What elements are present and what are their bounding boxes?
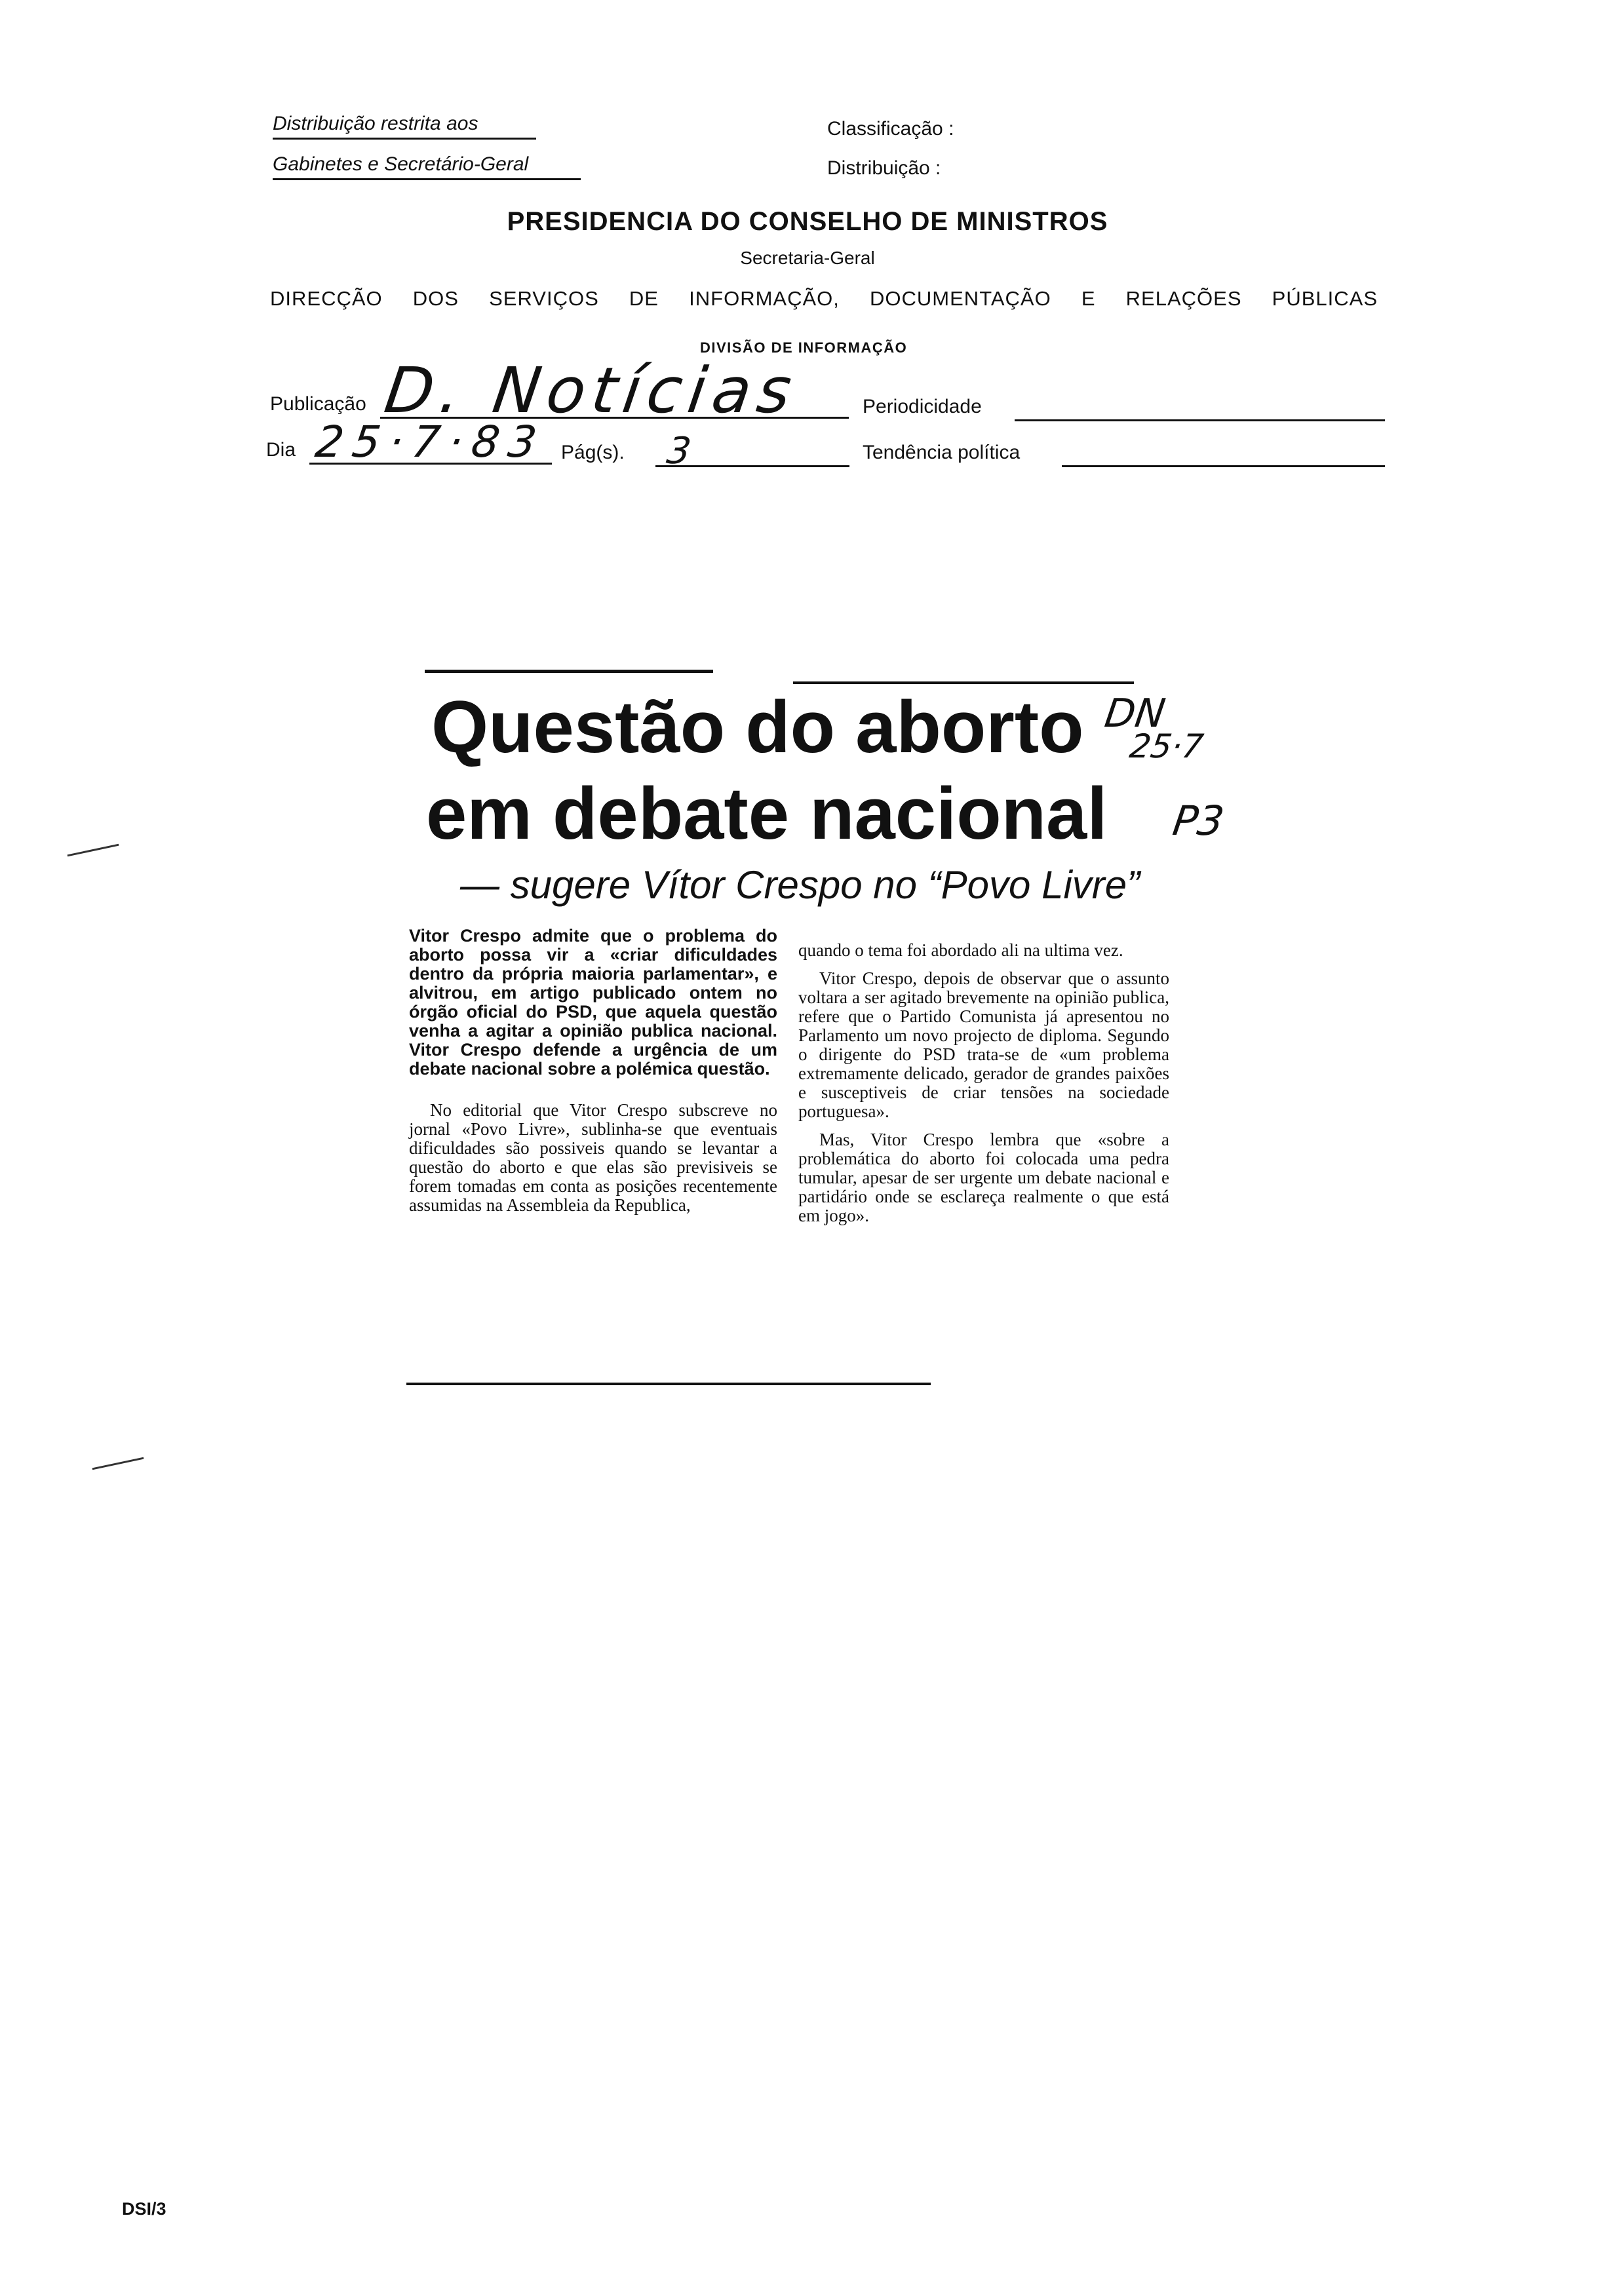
publication-handwritten-value: D. Notícias: [380, 354, 802, 427]
department-line: DIRECÇÃO DOS SERVIÇOS DE INFORMAÇÃO, DOCUMENTAÇÃO E RELAÇÕES PÚBLICAS: [270, 287, 1378, 310]
classification-label: Classificação :: [827, 118, 954, 140]
day-label: Dia: [266, 439, 296, 461]
handwritten-annotation-source: DN: [1102, 691, 1169, 737]
clipping-top-rule-right: [793, 681, 1134, 684]
margin-scan-mark-upper: [68, 844, 119, 857]
article-lead-paragraph: Vitor Crespo admite que o problema do aborto possa vir a «criar dificuldades dentro da própria maioria parlamentar», e alvitrou, em artigo publicado ontem no órgão oficial do PSD, que aquela questão venha a agitar a opinião publica nacional. Vitor Crespo defende a urgência de um debate nacional sobre a polémica questão.: [409, 926, 777, 1079]
handwritten-annotation-date: 25·7: [1127, 727, 1206, 765]
form-code: DSI/3: [122, 2199, 166, 2219]
margin-scan-mark-lower: [92, 1457, 144, 1470]
page-subtitle: Secretaria-Geral: [740, 248, 875, 268]
political-tendency-underline: [1062, 465, 1385, 467]
article-headline-line1: Questão do aborto: [431, 686, 1084, 768]
pages-label: Pág(s).: [561, 442, 625, 463]
article-subheadline: — sugere Vítor Crespo no “Povo Livre”: [460, 863, 1140, 907]
page-title: PRESIDENCIA DO CONSELHO DE MINISTROS: [507, 207, 1108, 236]
distribution-label: Distribuição :: [827, 157, 941, 179]
article-column-left: [409, 927, 777, 1224]
pages-handwritten-value: 3: [664, 430, 694, 472]
political-tendency-label: Tendência política: [863, 442, 1021, 463]
article-paragraph-4: Mas, Vitor Crespo lembra que «sobre a problemática do aborto foi colocada uma pedra tumular, apesar de ser urgente um debate nacional e partidário onde se esclareça realmente o que está em jogo».: [798, 1130, 1169, 1225]
restricted-distribution-line2: Gabinetes e Secretário-Geral: [273, 153, 581, 180]
article-column-right: [798, 941, 1169, 1234]
article-paragraph-3: Vitor Crespo, depois de observar que o assunto voltara a ser agitado brevemente na opinião publica, refere que o Partido Comunista já apresentou no Parlamento um novo projecto de diploma. Segundo o dirigente do PSD trata-se de «um problema extremamente delicado, gerador de grandes paixões e susceptiveis de criar tensões na sociedade portuguesa».: [798, 968, 1169, 1121]
restricted-distribution-line1: Distribuição restrita aos: [273, 113, 536, 140]
publication-label: Publicação: [270, 393, 366, 415]
clipping-bottom-rule: [406, 1383, 931, 1385]
day-handwritten-value: 25·7·83: [312, 417, 549, 467]
division-label: DIVISÃO DE INFORMAÇÃO: [700, 339, 908, 356]
clipping-top-rule-left: [425, 670, 713, 673]
article-headline-line2: em debate nacional: [426, 773, 1108, 854]
article-paragraph-2: quando o tema foi abordado ali na ultima vez.: [798, 940, 1123, 960]
periodicity-label: Periodicidade: [863, 396, 982, 417]
handwritten-annotation-page: P3: [1169, 797, 1227, 845]
article-paragraph-1: No editorial que Vitor Crespo subscreve no jornal «Povo Livre», sublinha-se que eventuais dificuldades são possiveis quando se levantar a questão do aborto e que elas são previsiveis se forem tomadas em conta as posições recentemente assumidas na Assembleia da Republica,: [409, 1100, 777, 1215]
periodicity-underline: [1015, 419, 1385, 421]
